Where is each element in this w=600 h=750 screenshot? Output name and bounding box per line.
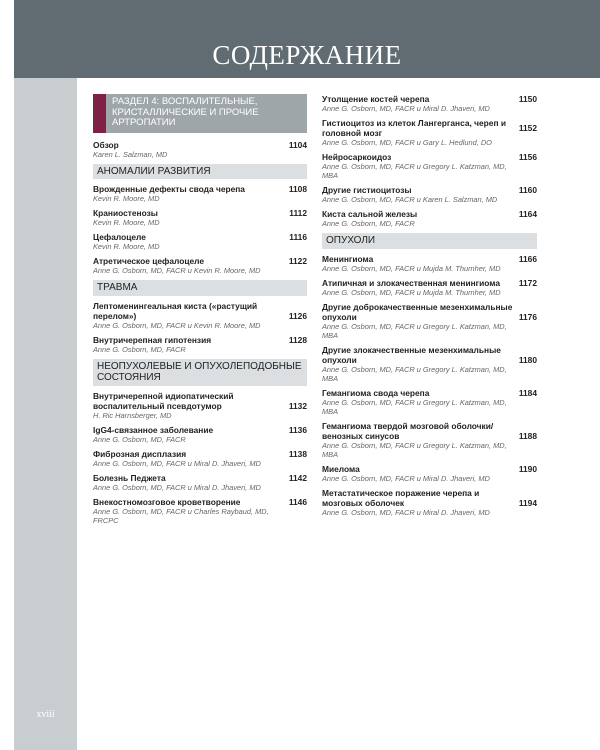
section-heading: ТРАВМА [93,280,307,296]
entry-title: Лептоменингеальная киста («растущий перелом») [93,300,258,321]
toc-entry[interactable] [322,388,537,416]
entry-title: Обзор [93,139,119,150]
entry-page: 1126 [288,310,307,321]
toc-entry[interactable] [322,421,537,459]
toc-entry[interactable] [322,209,537,228]
entry-page: 1152 [518,123,537,133]
entry-author: Anne G. Osborn, MD, FACR [322,219,415,228]
entry-title: Внутричерепной идиопатический воспалительный псевдотумор [93,390,234,411]
entry-page: 1188 [518,430,537,441]
toc-entry[interactable] [322,488,537,517]
toc-entry[interactable] [93,425,307,444]
toc-entry[interactable] [322,278,537,297]
toc-entry[interactable] [93,391,307,420]
entry-title: Болезнь Педжета [93,472,166,483]
entry-page: 1146 [288,496,307,507]
entry-author: Anne G. Osborn, MD, FACR и Charles Raybaud, MD, FRCPC [93,506,269,525]
entry-title: Гистиоцитоз из клеток Лангерганса, череп и головной мозг [322,118,506,138]
entry-author: Anne G. Osborn, MD, FACR и Kevin R. Moore, MD [93,266,261,275]
toc-entry[interactable] [93,184,307,203]
entry-author: Anne G. Osborn, MD, FACR и Gregory L. Katzman, MD, MBA [322,364,507,383]
entry-author: Anne G. Osborn, MD, FACR и Kevin R. Moore, MD [93,320,261,330]
entry-title: IgG4-связанное заболевание [93,424,214,435]
entry-title: Краниостенозы [93,208,158,218]
entry-title: Гемангиома твердой мозговой оболочки/венозных синусов [322,420,494,441]
entry-author: Kevin R. Moore, MD [93,194,160,203]
entry-page: 1184 [518,387,537,398]
entry-title: Внекостномозговое кроветворение [93,496,241,507]
entry-page: 1190 [518,463,537,474]
entry-page: 1166 [518,253,537,264]
entry-author: Anne G. Osborn, MD, FACR [93,344,186,354]
entry-title: Врожденные дефекты свода черепа [93,184,245,194]
entry-page: 1142 [288,472,307,483]
entry-page: 1108 [288,184,307,194]
left-margin-band [14,0,77,750]
entry-author: Kevin R. Moore, MD [93,242,160,251]
entry-author: Anne G. Osborn, MD, FACR и Karen L. Salzman, MD [322,195,498,204]
toc-entry[interactable] [93,232,307,251]
section-heading: НЕОПУХОЛЕВЫЕ И ОПУХОЛЕПОДОБНЫЕ СОСТОЯНИЯ [93,359,307,386]
entry-author: Anne G. Osborn, MD, FACR и Mujda M. Thurnher, MD [322,263,501,273]
section-heading: АНОМАЛИИ РАЗВИТИЯ [93,164,307,180]
entry-author: Anne G. Osborn, MD, FACR и Mujda M. Thurnher, MD [322,287,501,297]
entry-title: Другие гистиоцитозы [322,185,412,195]
entry-author: Anne G. Osborn, MD, FACR и Gregory L. Katzman, MD, MBA [322,397,507,416]
entry-title: Другие доброкачественные мезенхимальные опухоли [322,301,513,322]
entry-title: Цефалоцеле [93,232,146,242]
toc-entry[interactable] [322,254,537,273]
entry-author: Anne G. Osborn, MD, FACR и Miral D. Jhaveri, MD [322,104,490,113]
toc-entry[interactable] [93,497,307,525]
entry-page: 1132 [288,400,307,411]
toc-entry[interactable] [93,473,307,492]
entry-author: Anne G. Osborn, MD, FACR [93,434,186,444]
entry-page: 1180 [518,354,537,365]
part-title: РАЗДЕЛ 4: ВОСПАЛИТЕЛЬНЫЕ, КРИСТАЛЛИЧЕСКИЕ И ПРОЧИЕ АРТРОПАТИИ [112,96,259,128]
entry-title: Метастатическое поражение черепа и мозговых оболочек [322,487,480,508]
section-heading: ОПУХОЛИ [322,233,537,249]
entry-title: Другие злокачественные мезенхимальные опухоли [322,344,501,365]
toc-entry[interactable] [93,335,307,354]
entry-title: Атретическое цефалоцеле [93,256,204,266]
entry-title: Атипичная и злокачественная менингиома [322,277,501,288]
toc-entry[interactable] [322,185,537,204]
entry-page: 1150 [518,94,537,104]
entry-author: Anne G. Osborn, MD, FACR и Gregory L. Katzman, MD, MBA [322,440,507,459]
entry-author: Anne G. Osborn, MD, FACR и Gary L. Hedlund, DO [322,138,492,147]
left-column [93,94,307,530]
entry-page: 1160 [518,185,537,195]
entry-author: Anne G. Osborn, MD, FACR и Miral D. Jhaveri, MD [322,507,490,517]
entry-page: 1112 [289,208,307,218]
page-number: xviii [36,709,55,720]
entry-author: Kevin R. Moore, MD [93,218,160,227]
entry-title: Менингиома [322,253,374,264]
toc-entry[interactable] [322,118,537,147]
entry-page: 1122 [288,256,307,266]
entry-page: 1116 [289,232,307,242]
entry-author: H. Ric Harnsberger, MD [93,410,172,420]
entry-page: 1156 [518,152,537,162]
entry-page: 1104 [288,139,307,150]
toc-entry[interactable] [322,302,537,340]
toc-entry[interactable] [93,208,307,227]
entry-title: Фиброзная дисплазия [93,448,187,459]
toc-entry[interactable] [93,256,307,275]
entry-page: 1176 [518,311,537,322]
entry-author: Anne G. Osborn, MD, FACR и Gregory L. Katzman, MD, MBA [322,321,507,340]
entry-title: Киста сальной железы [322,209,418,219]
entry-page: 1172 [518,277,537,288]
entry-author: Anne G. Osborn, MD, FACR и Miral D. Jhaveri, MD [322,473,490,483]
entry-page: 1128 [288,334,307,345]
entry-page: 1164 [518,209,537,219]
entry-author: Anne G. Osborn, MD, FACR и Miral D. Jhaveri, MD [93,482,261,492]
part-heading [93,94,307,133]
page-title: СОДЕРЖАНИЕ [212,40,402,70]
toc-entry[interactable] [93,301,307,330]
entry-title: Миелома [322,463,360,474]
entry-author: Anne G. Osborn, MD, FACR и Gregory L. Katzman, MD, MBA [322,162,507,180]
entry-page: 1136 [288,424,307,435]
toc-entry[interactable] [322,464,537,483]
entry-page: 1138 [288,448,307,459]
entry-page: 1194 [518,497,537,508]
entry-title: Утолщение костей черепа [322,94,430,104]
toc-entry[interactable] [93,449,307,468]
toc-entry[interactable] [322,94,537,113]
entry-title: Нейросаркоидоз [322,152,392,162]
toc-entry[interactable] [322,345,537,383]
toc-entry-overview[interactable] [93,140,307,159]
entry-title: Внутричерепная гипотензия [93,334,212,345]
entry-author: Anne G. Osborn, MD, FACR и Miral D. Jhaveri, MD [93,458,261,468]
entry-author: Karen L. Salzman, MD [93,149,168,159]
entry-title: Гемангиома свода черепа [322,387,430,398]
part-accent-stripe [93,94,106,133]
toc-entry[interactable] [322,152,537,180]
right-column [322,94,537,522]
